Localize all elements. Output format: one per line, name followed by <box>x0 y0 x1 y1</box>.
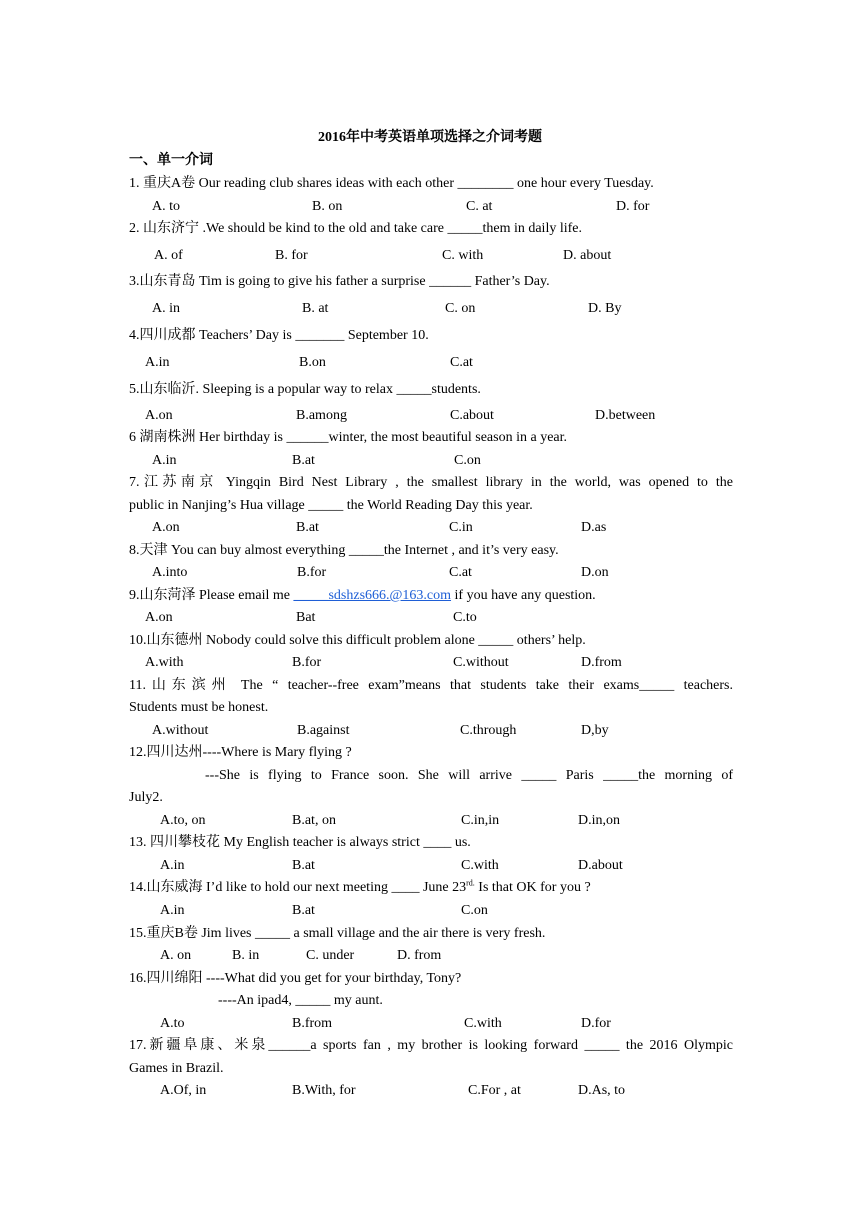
q1-option-c: C. at <box>466 199 493 214</box>
q17-option-a: A.Of, in <box>160 1083 207 1098</box>
q8-option-b: B.for <box>297 565 327 580</box>
question-1-stem: 1. 重庆A卷 Our reading club shares ideas with each other ________ one hour every Tuesday. <box>129 176 654 191</box>
q10-option-a: A.with <box>145 655 184 670</box>
email-link[interactable]: _____sdshzs666.@163.com <box>293 588 452 603</box>
q15-option-b: B. in <box>232 948 260 963</box>
q10-option-c: C.without <box>453 655 509 670</box>
q12-option-b: B.at, on <box>292 813 336 828</box>
q17-option-b: B.With, for <box>292 1083 356 1098</box>
question-5-stem: 5.山东临沂. Sleeping is a popular way to relax _____students. <box>129 382 481 397</box>
q8-option-a: A.into <box>152 565 188 580</box>
question-13-stem: 13. 四川攀枝花 My English teacher is always strict ____ us. <box>129 835 471 850</box>
question-14-stem-prefix: 14.山东威海 I’d like to hold our next meeting ____ June 23 <box>129 880 467 895</box>
q13-option-b: B.at <box>292 858 315 873</box>
q3-option-d: D. By <box>588 301 622 316</box>
question-9-stem-suffix: if you have any question. <box>451 588 596 603</box>
question-3-stem: 3.山东青岛 Tim is going to give his father a surprise ______ Father’s Day. <box>129 274 550 289</box>
q5-option-a: A.on <box>145 408 173 423</box>
question-11-stem-line-1: 11.山东滨州 The “ teacher--free exam”means that students take their exams_____ teachers. <box>129 678 733 693</box>
q6-option-b: B.at <box>292 453 315 468</box>
question-8-stem: 8.天津 You can buy almost everything _____the Internet , and it’s very easy. <box>129 543 559 558</box>
q4-option-c: C.at <box>450 355 473 370</box>
q11-option-a: A.without <box>152 723 209 738</box>
question-12-stem-line-3: July2. <box>129 790 163 805</box>
q2-option-a: A. of <box>154 248 183 263</box>
question-6-stem: 6 湖南株洲 Her birthday is ______winter, the most beautiful season in a year. <box>129 430 568 445</box>
question-4-stem: 4.四川成都 Teachers’ Day is _______ September 10. <box>129 328 429 343</box>
q2-option-d: D. about <box>563 248 612 263</box>
q7-option-b: B.at <box>296 520 319 535</box>
q1-option-d: D. for <box>616 199 650 214</box>
question-16-stem-line-1: 16.四川绵阳 ----What did you get for your birthday, Tony? <box>129 971 462 986</box>
question-17-stem-line-2: Games in Brazil. <box>129 1061 224 1076</box>
q5-option-b: B.among <box>296 408 347 423</box>
q15-option-d: D. from <box>397 948 442 963</box>
q4-option-b: B.on <box>299 355 326 370</box>
question-2-stem: 2. 山东济宁 .We should be kind to the old and take care _____them in daily life. <box>129 221 582 236</box>
q9-option-b: Bat <box>296 610 316 625</box>
q11-option-c: C.through <box>460 723 517 738</box>
q13-option-d: D.about <box>578 858 623 873</box>
q5-option-d: D.between <box>595 408 656 423</box>
q8-option-c: C.at <box>449 565 472 580</box>
q7-option-d: D.as <box>581 520 607 535</box>
q6-option-a: A.in <box>152 453 177 468</box>
question-10-stem: 10.山东德州 Nobody could solve this difficult problem alone _____ others’ help. <box>129 633 586 648</box>
q12-option-a: A.to, on <box>160 813 206 828</box>
question-14-stem <box>129 879 733 897</box>
q16-option-d: D.for <box>581 1016 611 1031</box>
q17-option-c: C.For , at <box>468 1083 521 1098</box>
q8-option-d: D.on <box>581 565 609 580</box>
q1-option-a: A. to <box>152 199 180 214</box>
q13-option-a: A.in <box>160 858 185 873</box>
question-9-stem-prefix: 9.山东菏泽 Please email me <box>129 588 294 603</box>
q14-option-a: A.in <box>160 903 185 918</box>
q5-option-c: C.about <box>450 408 494 423</box>
q9-option-a: A.on <box>145 610 173 625</box>
q12-option-c: C.in,in <box>461 813 500 828</box>
q11-option-b: B.against <box>297 723 350 738</box>
question-11-stem-line-2: Students must be honest. <box>129 700 269 715</box>
q15-option-c: C. under <box>306 948 355 963</box>
q1-option-b: B. on <box>312 199 343 214</box>
q16-option-a: A.to <box>160 1016 185 1031</box>
section-heading: 一、单一介词 <box>129 153 213 168</box>
q17-option-d: D.As, to <box>578 1083 626 1098</box>
q12-option-d: D.in,on <box>578 813 620 828</box>
q13-option-c: C.with <box>461 858 499 873</box>
q9-option-c: C.to <box>453 610 477 625</box>
q2-option-b: B. for <box>275 248 308 263</box>
q7-option-c: C.in <box>449 520 473 535</box>
q16-option-b: B.from <box>292 1016 333 1031</box>
ordinal-suffix: rd. <box>466 878 475 888</box>
question-7-stem-line-1: 7.江苏南京 Yingqin Bird Nest Library , the smallest library in the world, was opened to the <box>129 475 733 490</box>
question-9-stem <box>129 587 733 605</box>
q3-option-c: C. on <box>445 301 476 316</box>
q10-option-b: B.for <box>292 655 322 670</box>
page-title: 2016年中考英语单项选择之介词考题 <box>318 130 542 145</box>
q14-option-c: C.on <box>461 903 488 918</box>
q7-option-a: A.on <box>152 520 180 535</box>
q15-option-a: A. on <box>160 948 192 963</box>
question-15-stem: 15.重庆B卷 Jim lives _____ a small village and the air there is very fresh. <box>129 926 546 941</box>
question-14-stem-suffix: Is that OK for you ? <box>474 880 591 895</box>
question-17-stem-line-1: 17.新疆阜康、米泉______a sports fan , my brother is looking forward _____ the 2016 Olympic <box>129 1038 733 1053</box>
q11-option-d: D,by <box>581 723 609 738</box>
question-12-stem-line-2: ---She is flying to France soon. She will arrive _____ Paris _____the morning of <box>205 768 733 783</box>
q2-option-c: C. with <box>442 248 484 263</box>
q3-option-a: A. in <box>152 301 180 316</box>
q4-option-a: A.in <box>145 355 170 370</box>
question-16-stem-line-2: ----An ipad4, _____ my aunt. <box>218 993 383 1008</box>
question-7-stem-line-2: public in Nanjing’s Hua village _____ the World Reading Day this year. <box>129 498 533 513</box>
q10-option-d: D.from <box>581 655 622 670</box>
q14-option-b: B.at <box>292 903 315 918</box>
question-12-stem-line-1: 12.四川达州----Where is Mary flying ? <box>129 745 352 760</box>
q16-option-c: C.with <box>464 1016 502 1031</box>
q6-option-c: C.on <box>454 453 481 468</box>
q3-option-b: B. at <box>302 301 329 316</box>
